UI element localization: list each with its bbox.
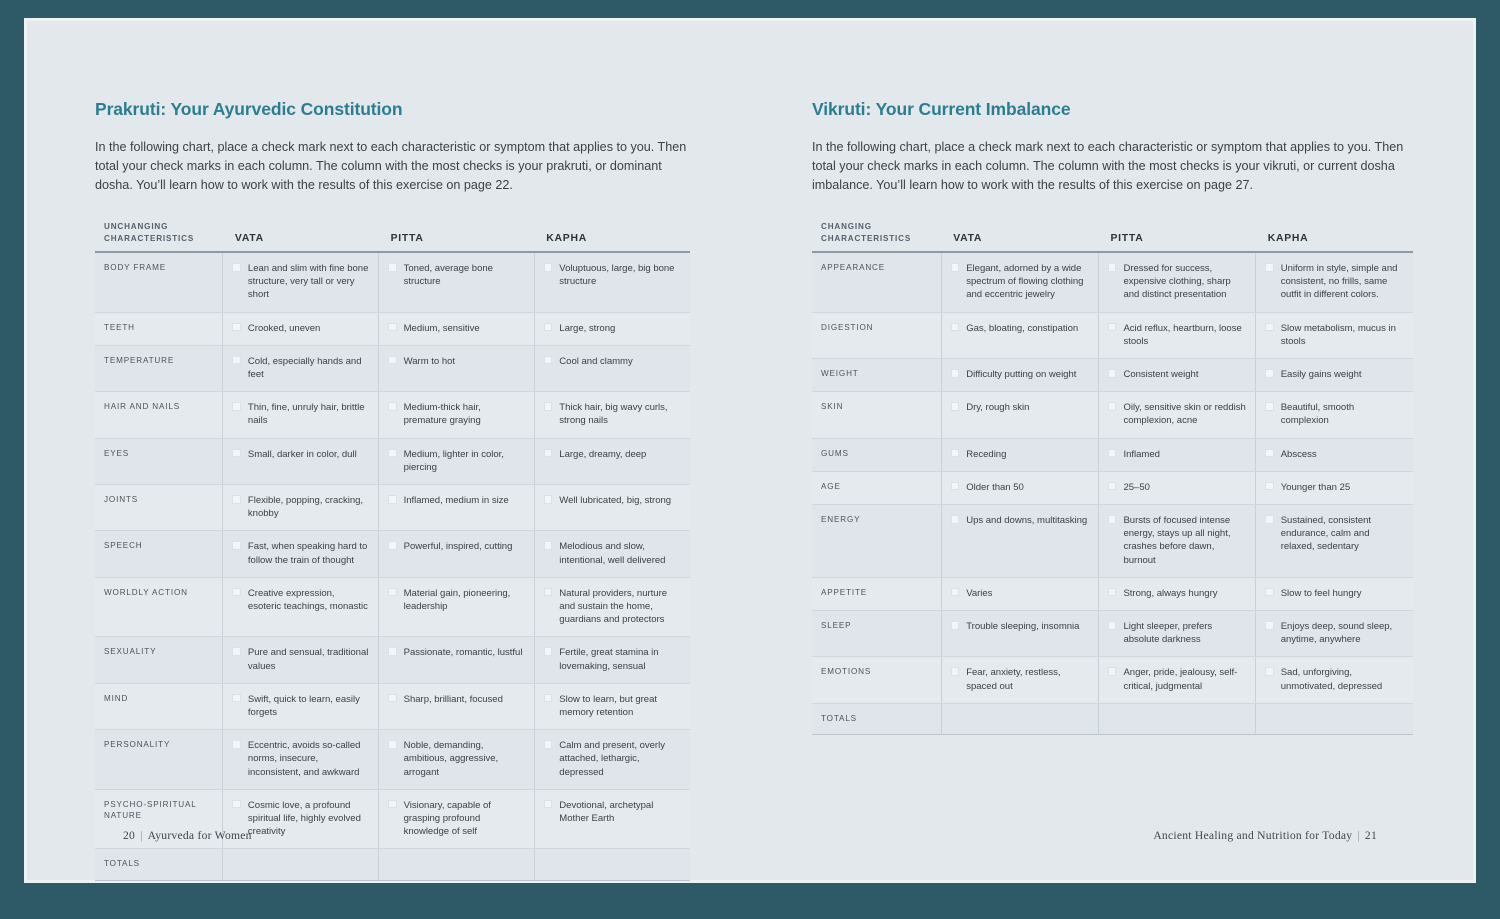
left-page bbox=[27, 21, 750, 880]
checkbox-icon[interactable] bbox=[232, 449, 241, 458]
checkbox-icon[interactable] bbox=[1265, 482, 1274, 491]
checkbox-icon[interactable] bbox=[951, 323, 960, 332]
option-text: Trouble sleeping, insomnia bbox=[966, 621, 1080, 633]
row-label: TEMPERATURE bbox=[95, 345, 223, 391]
header-kapha-right: KAPHA bbox=[1256, 221, 1413, 252]
option-cell-pitta[interactable] bbox=[1098, 359, 1255, 392]
right-page bbox=[750, 21, 1473, 880]
header-characteristics-right bbox=[812, 221, 941, 252]
option-cell-pitta[interactable] bbox=[1098, 392, 1255, 438]
row-label: JOINTS bbox=[95, 485, 223, 531]
option-cell-kapha[interactable] bbox=[1256, 312, 1413, 358]
option-text: Large, strong bbox=[559, 322, 616, 334]
totals-value-pitta[interactable] bbox=[379, 849, 535, 881]
book-spread bbox=[24, 18, 1476, 883]
option-text: Slow to learn, but great memory retention bbox=[559, 693, 657, 719]
option-text: Younger than 25 bbox=[1280, 481, 1351, 493]
checkbox-icon[interactable] bbox=[1108, 667, 1117, 676]
option-cell-kapha[interactable] bbox=[1256, 252, 1413, 312]
vikruti-table-head bbox=[812, 221, 1413, 252]
header-pitta-left: PITTA bbox=[379, 221, 535, 252]
checkbox-icon[interactable] bbox=[1108, 323, 1117, 332]
vikruti-table-body bbox=[812, 252, 1413, 735]
option-cell-vata[interactable] bbox=[941, 438, 1098, 471]
option-text: 25–50 bbox=[1123, 481, 1150, 493]
option-cell-pitta[interactable] bbox=[379, 392, 535, 438]
table-row bbox=[812, 657, 1413, 703]
option-text: Ups and downs, multitasking bbox=[966, 515, 1088, 527]
checkbox-icon[interactable] bbox=[1265, 323, 1274, 332]
checkbox-icon[interactable] bbox=[232, 800, 241, 809]
checkbox-icon[interactable] bbox=[544, 263, 553, 272]
option-text: Fertile, great stamina in lovemaking, sensual bbox=[559, 647, 659, 672]
option-cell-vata[interactable] bbox=[941, 312, 1098, 358]
option-text: Slow metabolism, mucus in stools bbox=[1280, 322, 1396, 347]
option-text: Natural providers, nurture and sustain the home, guardians and protectors bbox=[559, 587, 668, 626]
option-cell-pitta[interactable] bbox=[1098, 505, 1255, 578]
option-text: Voluptuous, large, big bone structure bbox=[559, 263, 675, 288]
option-cell-vata[interactable] bbox=[223, 252, 379, 312]
option-cell-vata[interactable] bbox=[941, 359, 1098, 392]
option-cell-kapha[interactable] bbox=[534, 637, 690, 683]
table-header-row bbox=[812, 221, 1413, 252]
checkbox-icon[interactable] bbox=[232, 356, 241, 365]
table-row bbox=[812, 505, 1413, 578]
row-label: WORLDLY ACTION bbox=[95, 577, 223, 637]
totals-value-kapha[interactable] bbox=[1256, 703, 1413, 735]
option-text: Oily, sensitive skin or reddish complexion, acne bbox=[1123, 402, 1246, 427]
option-text: Large, dreamy, deep bbox=[559, 448, 647, 460]
header-line-2: CHARACTERISTICS bbox=[821, 233, 912, 243]
checkbox-icon[interactable] bbox=[1265, 263, 1274, 272]
table-row bbox=[95, 345, 690, 391]
table-row bbox=[812, 359, 1413, 392]
option-text: Passionate, romantic, lustful bbox=[403, 647, 523, 659]
option-cell-pitta[interactable] bbox=[379, 577, 535, 637]
row-label: PERSONALITY bbox=[95, 730, 223, 790]
table-row bbox=[812, 392, 1413, 438]
checkbox-icon[interactable] bbox=[232, 263, 241, 272]
option-text: Calm and present, overly attached, lethargic, depressed bbox=[559, 740, 665, 778]
checkbox-icon[interactable] bbox=[544, 495, 553, 504]
option-text: Lean and slim with fine bone structure, very tall or very short bbox=[247, 263, 369, 301]
option-cell-kapha[interactable] bbox=[534, 252, 690, 312]
vikruti-table bbox=[812, 221, 1413, 735]
option-cell-kapha[interactable] bbox=[1256, 577, 1413, 610]
option-cell-vata[interactable] bbox=[941, 505, 1098, 578]
footer-page-number-left: 20 bbox=[123, 829, 136, 842]
checkbox-icon[interactable] bbox=[951, 449, 960, 458]
option-text: Light sleeper, prefers absolute darkness bbox=[1123, 621, 1213, 646]
option-text: Medium-thick hair, premature graying bbox=[403, 402, 481, 427]
option-cell-kapha[interactable] bbox=[534, 392, 690, 438]
option-cell-vata[interactable] bbox=[941, 252, 1098, 312]
option-cell-pitta[interactable] bbox=[1098, 312, 1255, 358]
option-cell-pitta[interactable] bbox=[1098, 611, 1255, 657]
totals-value-kapha[interactable] bbox=[534, 849, 690, 881]
option-cell-pitta[interactable] bbox=[379, 730, 535, 790]
table-row bbox=[812, 577, 1413, 610]
checkbox-icon[interactable] bbox=[951, 667, 960, 676]
option-cell-kapha[interactable] bbox=[1256, 611, 1413, 657]
row-label: DIGESTION bbox=[812, 312, 941, 358]
header-line-1: UNCHANGING bbox=[104, 222, 169, 231]
table-row bbox=[95, 637, 690, 683]
checkbox-icon[interactable] bbox=[544, 694, 553, 703]
checkbox-icon[interactable] bbox=[388, 402, 397, 411]
option-cell-vata[interactable] bbox=[941, 577, 1098, 610]
footer-right bbox=[1153, 829, 1377, 842]
checkbox-icon[interactable] bbox=[951, 515, 960, 524]
header-vata-left: VATA bbox=[223, 221, 379, 252]
option-text: Flexible, popping, cracking, knobby bbox=[247, 495, 364, 520]
row-label: EMOTIONS bbox=[812, 657, 941, 703]
checkbox-icon[interactable] bbox=[544, 647, 553, 656]
option-cell-pitta[interactable] bbox=[379, 683, 535, 729]
option-text: Bursts of focused intense energy, stays up all night, crashes before dawn, burnout bbox=[1123, 515, 1231, 566]
checkbox-icon[interactable] bbox=[388, 495, 397, 504]
row-label: SLEEP bbox=[812, 611, 941, 657]
checkbox-icon[interactable] bbox=[1265, 621, 1274, 630]
intro-paragraph-left: In the following chart, place a check mark next to each characteristic or symptom that applies to you. Then total your check marks in each column. The column with the most checks is your prakruti, or dominant dosha. You’ll learn how to work with the results of this exercise on page 22. bbox=[95, 140, 687, 192]
checkbox-icon[interactable] bbox=[1265, 449, 1274, 458]
checkbox-icon[interactable] bbox=[951, 263, 960, 272]
option-cell-pitta[interactable] bbox=[379, 312, 535, 345]
table-row bbox=[812, 611, 1413, 657]
checkbox-icon[interactable] bbox=[232, 647, 241, 656]
checkbox-icon[interactable] bbox=[1108, 515, 1117, 524]
option-text: Pure and sensual, traditional values bbox=[247, 647, 369, 672]
option-text: Varies bbox=[966, 587, 993, 599]
option-text: Creative expression, esoteric teachings, monastic bbox=[247, 587, 368, 613]
checkbox-icon[interactable] bbox=[1265, 402, 1274, 411]
option-text: Sharp, brilliant, focused bbox=[403, 693, 503, 705]
option-text: Abscess bbox=[1280, 448, 1317, 460]
option-text: Toned, average bone structure bbox=[403, 263, 493, 288]
option-cell-vata[interactable] bbox=[223, 730, 379, 790]
checkbox-icon[interactable] bbox=[232, 402, 241, 411]
option-text: Slow to feel hungry bbox=[1280, 587, 1362, 599]
checkbox-icon[interactable] bbox=[544, 800, 553, 809]
table-row bbox=[95, 392, 690, 438]
checkbox-icon[interactable] bbox=[544, 588, 553, 597]
prakruti-table bbox=[95, 221, 690, 881]
checkbox-icon[interactable] bbox=[951, 482, 960, 491]
checkbox-icon[interactable] bbox=[232, 323, 241, 332]
row-label: APPEARANCE bbox=[812, 252, 941, 312]
option-text: Receding bbox=[966, 448, 1007, 460]
row-label: HAIR AND NAILS bbox=[95, 392, 223, 438]
row-label: SKIN bbox=[812, 392, 941, 438]
checkbox-icon[interactable] bbox=[1265, 515, 1274, 524]
header-characteristics-left bbox=[95, 221, 223, 252]
option-cell-pitta[interactable] bbox=[1098, 577, 1255, 610]
option-cell-kapha[interactable] bbox=[534, 531, 690, 577]
table-row bbox=[95, 485, 690, 531]
option-text: Melodious and slow, intentional, well delivered bbox=[559, 541, 666, 566]
row-label: GUMS bbox=[812, 438, 941, 471]
option-text: Beautiful, smooth complexion bbox=[1280, 402, 1355, 427]
option-cell-pitta[interactable] bbox=[379, 252, 535, 312]
option-cell-kapha[interactable] bbox=[534, 312, 690, 345]
footer-text-left: Ayurveda for Women bbox=[147, 829, 252, 842]
checkbox-icon[interactable] bbox=[388, 588, 397, 597]
totals-label: TOTALS bbox=[812, 703, 941, 735]
checkbox-icon[interactable] bbox=[388, 356, 397, 365]
totals-label: TOTALS bbox=[95, 849, 223, 881]
option-cell-kapha[interactable] bbox=[1256, 505, 1413, 578]
header-kapha-left: KAPHA bbox=[534, 221, 690, 252]
row-label: ENERGY bbox=[812, 505, 941, 578]
totals-row bbox=[95, 849, 690, 881]
checkbox-icon[interactable] bbox=[1108, 369, 1117, 378]
table-row bbox=[95, 252, 690, 312]
option-text: Noble, demanding, ambitious, aggressive, arrogant bbox=[403, 740, 499, 778]
option-text: Well lubricated, big, strong bbox=[559, 495, 672, 507]
table-row bbox=[95, 531, 690, 577]
option-cell-pitta[interactable] bbox=[1098, 252, 1255, 312]
row-label: AGE bbox=[812, 471, 941, 504]
row-label: MIND bbox=[95, 683, 223, 729]
option-cell-pitta[interactable] bbox=[1098, 657, 1255, 703]
totals-value-vata[interactable] bbox=[941, 703, 1098, 735]
intro-paragraph-right: In the following chart, place a check mark next to each characteristic or symptom that applies to you. Then total your check marks in each column. The column with the most checks is your vikruti, or current dosha imbalance. You’ll learn how to work with the results of this exercise on page 27. bbox=[812, 140, 1404, 192]
option-text: Easily gains weight bbox=[1280, 369, 1362, 381]
option-cell-kapha[interactable] bbox=[1256, 657, 1413, 703]
checkbox-icon[interactable] bbox=[1108, 449, 1117, 458]
option-text: Consistent weight bbox=[1123, 369, 1199, 381]
table-row bbox=[812, 438, 1413, 471]
option-text: Cold, especially hands and feet bbox=[247, 355, 362, 381]
row-label: PSYCHO-SPIRITUAL NATURE bbox=[95, 789, 223, 849]
checkbox-icon[interactable] bbox=[1265, 588, 1274, 597]
checkbox-icon[interactable] bbox=[544, 402, 553, 411]
option-text: Gas, bloating, constipation bbox=[966, 322, 1079, 334]
option-cell-pitta[interactable] bbox=[379, 485, 535, 531]
option-cell-vata[interactable] bbox=[223, 485, 379, 531]
option-text: Material gain, pioneering, leadership bbox=[403, 587, 511, 613]
table-row bbox=[95, 438, 690, 484]
checkbox-icon[interactable] bbox=[388, 263, 397, 272]
checkbox-icon[interactable] bbox=[544, 449, 553, 458]
option-text: Medium, lighter in color, piercing bbox=[403, 448, 504, 473]
option-text: Dry, rough skin bbox=[966, 402, 1030, 414]
option-text: Thick hair, big wavy curls, strong nails bbox=[559, 402, 668, 427]
option-cell-vata[interactable] bbox=[941, 392, 1098, 438]
option-text: Difficulty putting on weight bbox=[966, 369, 1077, 381]
table-row bbox=[812, 252, 1413, 312]
option-text: Strong, always hungry bbox=[1123, 587, 1218, 599]
option-text: Inflamed, medium in size bbox=[403, 495, 509, 507]
option-text: Cosmic love, a profound spiritual life, highly evolved creativity bbox=[247, 799, 361, 838]
row-label: APPETITE bbox=[812, 577, 941, 610]
option-text: Enjoys deep, sound sleep, anytime, anywhere bbox=[1280, 621, 1393, 646]
row-label: EYES bbox=[95, 438, 223, 484]
prakruti-table-body bbox=[95, 252, 690, 880]
footer-page-number-right: 21 bbox=[1364, 829, 1377, 842]
option-text: Warm to hot bbox=[403, 355, 456, 367]
option-text: Small, darker in color, dull bbox=[247, 448, 357, 460]
checkbox-icon[interactable] bbox=[388, 740, 397, 749]
option-text: Crooked, uneven bbox=[247, 322, 321, 334]
checkbox-icon[interactable] bbox=[1265, 369, 1274, 378]
table-row bbox=[95, 730, 690, 790]
option-cell-kapha[interactable] bbox=[534, 789, 690, 849]
checkbox-icon[interactable] bbox=[232, 541, 241, 550]
option-text: Acid reflux, heartburn, loose stools bbox=[1123, 322, 1242, 347]
option-cell-kapha[interactable] bbox=[534, 485, 690, 531]
option-text: Sustained, consistent endurance, calm and relaxed, sedentary bbox=[1280, 515, 1372, 553]
checkbox-icon[interactable] bbox=[951, 402, 960, 411]
footer-text-right: Ancient Healing and Nutrition for Today bbox=[1153, 829, 1353, 842]
checkbox-icon[interactable] bbox=[388, 647, 397, 656]
checkbox-icon[interactable] bbox=[544, 541, 553, 550]
option-cell-kapha[interactable] bbox=[1256, 392, 1413, 438]
option-cell-vata[interactable] bbox=[223, 345, 379, 391]
option-cell-vata[interactable] bbox=[223, 438, 379, 484]
option-text: Inflamed bbox=[1123, 448, 1160, 460]
checkbox-icon[interactable] bbox=[1108, 402, 1117, 411]
checkbox-icon[interactable] bbox=[388, 800, 397, 809]
row-label: BODY FRAME bbox=[95, 252, 223, 312]
option-cell-vata[interactable] bbox=[223, 577, 379, 637]
option-cell-kapha[interactable] bbox=[534, 730, 690, 790]
option-cell-vata[interactable] bbox=[223, 637, 379, 683]
checkbox-icon[interactable] bbox=[1108, 263, 1117, 272]
option-cell-pitta[interactable] bbox=[379, 789, 535, 849]
checkbox-icon[interactable] bbox=[388, 541, 397, 550]
row-label: SEXUALITY bbox=[95, 637, 223, 683]
option-text: Devotional, archetypal Mother Earth bbox=[559, 799, 654, 825]
option-cell-kapha[interactable] bbox=[534, 577, 690, 637]
checkbox-icon[interactable] bbox=[951, 588, 960, 597]
option-cell-vata[interactable] bbox=[223, 392, 379, 438]
header-pitta-right: PITTA bbox=[1098, 221, 1255, 252]
checkbox-icon[interactable] bbox=[388, 694, 397, 703]
checkbox-icon[interactable] bbox=[232, 694, 241, 703]
option-cell-pitta[interactable] bbox=[379, 345, 535, 391]
table-header-row bbox=[95, 221, 690, 252]
option-cell-vata[interactable] bbox=[941, 657, 1098, 703]
checkbox-icon[interactable] bbox=[232, 495, 241, 504]
header-line-2: CHARACTERISTICS bbox=[104, 233, 195, 243]
checkbox-icon[interactable] bbox=[1265, 667, 1274, 676]
table-row bbox=[95, 683, 690, 729]
option-text: Uniform in style, simple and consistent, no frills, same outfit in different colors. bbox=[1280, 263, 1398, 301]
option-text: Older than 50 bbox=[966, 481, 1024, 493]
row-label: TEETH bbox=[95, 312, 223, 345]
page-title-prakruti: Prakruti: Your Ayurvedic Constitution bbox=[95, 99, 403, 119]
option-cell-pitta[interactable] bbox=[1098, 471, 1255, 504]
option-cell-vata[interactable] bbox=[941, 471, 1098, 504]
checkbox-icon[interactable] bbox=[1108, 482, 1117, 491]
option-cell-vata[interactable] bbox=[223, 312, 379, 345]
option-text: Eccentric, avoids so-called norms, insecure, inconsistent, and awkward bbox=[247, 740, 361, 778]
option-text: Cool and clammy bbox=[559, 355, 633, 367]
option-text: Visionary, capable of grasping profound knowledge of self bbox=[403, 799, 491, 838]
header-vata-right: VATA bbox=[941, 221, 1098, 252]
row-label: WEIGHT bbox=[812, 359, 941, 392]
option-text: Sad, unforgiving, unmotivated, depressed bbox=[1280, 667, 1383, 692]
totals-value-pitta[interactable] bbox=[1098, 703, 1255, 735]
option-text: Dressed for success, expensive clothing, sharp and distinct presentation bbox=[1123, 263, 1231, 301]
checkbox-icon[interactable] bbox=[544, 740, 553, 749]
option-cell-kapha[interactable] bbox=[1256, 471, 1413, 504]
option-cell-kapha[interactable] bbox=[534, 345, 690, 391]
totals-value-vata[interactable] bbox=[223, 849, 379, 881]
option-cell-kapha[interactable] bbox=[534, 438, 690, 484]
option-text: Anger, pride, jealousy, self-critical, judgmental bbox=[1123, 667, 1238, 692]
checkbox-icon[interactable] bbox=[544, 356, 553, 365]
option-cell-kapha[interactable] bbox=[1256, 438, 1413, 471]
totals-row bbox=[812, 703, 1413, 735]
footer-separator-left: | bbox=[140, 829, 143, 842]
option-text: Thin, fine, unruly hair, brittle nails bbox=[247, 402, 365, 427]
option-text: Powerful, inspired, cutting bbox=[403, 541, 513, 553]
checkbox-icon[interactable] bbox=[232, 588, 241, 597]
checkbox-icon[interactable] bbox=[1108, 588, 1117, 597]
option-cell-vata[interactable] bbox=[223, 683, 379, 729]
option-cell-kapha[interactable] bbox=[1256, 359, 1413, 392]
option-cell-pitta[interactable] bbox=[379, 637, 535, 683]
table-row bbox=[95, 312, 690, 345]
option-cell-pitta[interactable] bbox=[379, 438, 535, 484]
header-line-1: CHANGING bbox=[821, 222, 872, 231]
table-row bbox=[95, 577, 690, 637]
checkbox-icon[interactable] bbox=[951, 369, 960, 378]
checkbox-icon[interactable] bbox=[388, 323, 397, 332]
page-title-vikruti: Vikruti: Your Current Imbalance bbox=[812, 99, 1071, 119]
option-text: Fast, when speaking hard to follow the train of thought bbox=[247, 541, 368, 566]
option-cell-vata[interactable] bbox=[223, 531, 379, 577]
checkbox-icon[interactable] bbox=[951, 621, 960, 630]
table-row bbox=[812, 471, 1413, 504]
row-label: SPEECH bbox=[95, 531, 223, 577]
checkbox-icon[interactable] bbox=[388, 449, 397, 458]
checkbox-icon[interactable] bbox=[232, 740, 241, 749]
checkbox-icon[interactable] bbox=[544, 323, 553, 332]
table-row bbox=[812, 312, 1413, 358]
option-text: Elegant, adorned by a wide spectrum of flowing clothing and eccentric jewelry bbox=[966, 263, 1084, 301]
checkbox-icon[interactable] bbox=[1108, 621, 1117, 630]
option-text: Fear, anxiety, restless, spaced out bbox=[966, 667, 1061, 692]
option-cell-pitta[interactable] bbox=[379, 531, 535, 577]
option-cell-vata[interactable] bbox=[941, 611, 1098, 657]
option-text: Medium, sensitive bbox=[403, 322, 480, 334]
option-cell-kapha[interactable] bbox=[534, 683, 690, 729]
option-text: Swift, quick to learn, easily forgets bbox=[247, 693, 360, 719]
option-cell-pitta[interactable] bbox=[1098, 438, 1255, 471]
footer-left bbox=[123, 829, 252, 842]
prakruti-table-head bbox=[95, 221, 690, 252]
footer-separator-right: | bbox=[1357, 829, 1360, 842]
